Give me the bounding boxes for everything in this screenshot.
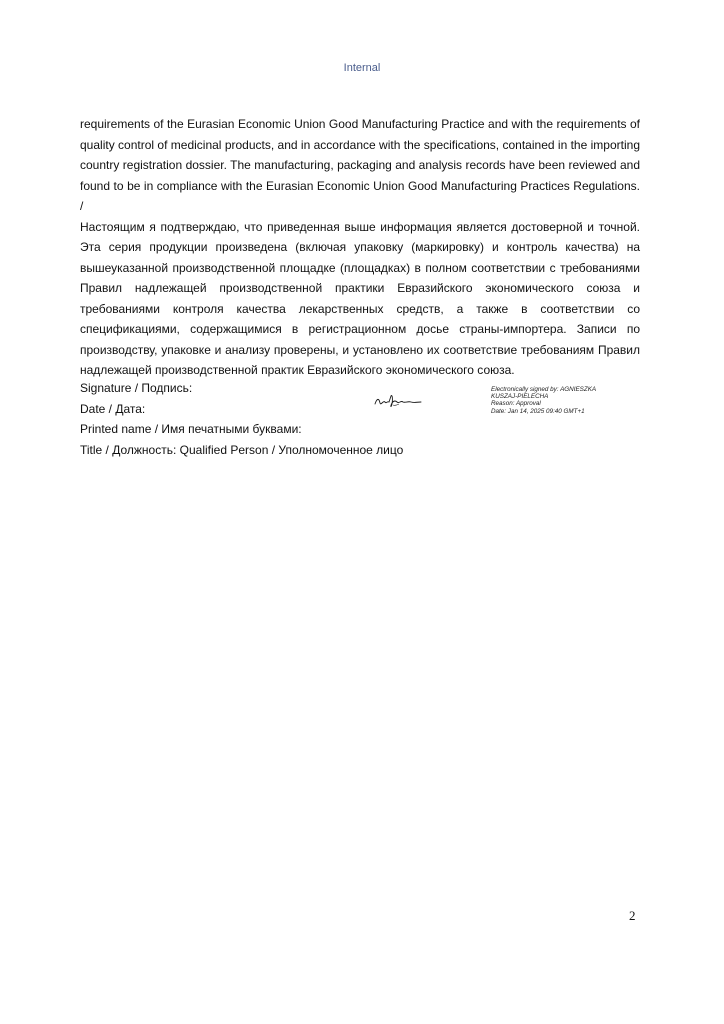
- esign-line-signed-by: Electronically signed by: AGNIESZKA: [491, 386, 597, 393]
- signature-label: Signature / Подпись:: [80, 381, 193, 395]
- paragraph-russian: Настоящим я подтверждаю, что приведенная выше информация является достоверной и точной. Эта серия продукции произведена (включая упаковку (маркировку) и контроль качества) на вышеуказанной производственной площадке (площадках) в полном соответствии с требованиями Правил надлежащей производственной практики Евразийского экономического союза и требованиями контроля качества лекарственных средств, а также в соответствии со спецификациями, содержащимися в регистрационном досье страны-импортера. Записи по производству, упаковке и анализу проверены, и установлено их соответствие требованиям Правил надлежащей производственной практик Евразийского экономического союза.: [80, 219, 640, 377]
- handwritten-signature: [373, 392, 423, 410]
- document-body: [80, 114, 640, 381]
- esign-line-reason: Reason: Approval: [491, 400, 541, 408]
- esign-line-date: Date: Jan 14, 2025 09:40 GMT+1: [491, 407, 585, 415]
- header-classification-label: Internal: [343, 62, 381, 74]
- date-label: Date / Дата:: [80, 401, 146, 416]
- title-line: Title / Должность: Qualified Person / Уполномоченное лицо: [80, 442, 404, 457]
- esign-line-name: KUSZAJ-PIELECHA: [491, 393, 549, 401]
- page-number: 2: [629, 908, 636, 923]
- electronic-signature-stamp: [491, 386, 631, 415]
- paragraph-english: requirements of the Eurasian Economic Union Good Manufacturing Practice and with the requirements of quality control of medicinal products, and in accordance with the specifications, contained in the importing country registration dossier. The manufacturing, packaging and analysis records have been reviewed and found to be in compliance with the Eurasian Economic Union Good Manufacturing Practices Regulations. /: [80, 117, 640, 213]
- printed-name-label: Printed name / Имя печатными буквами:: [80, 422, 302, 436]
- signature-block: [80, 378, 403, 460]
